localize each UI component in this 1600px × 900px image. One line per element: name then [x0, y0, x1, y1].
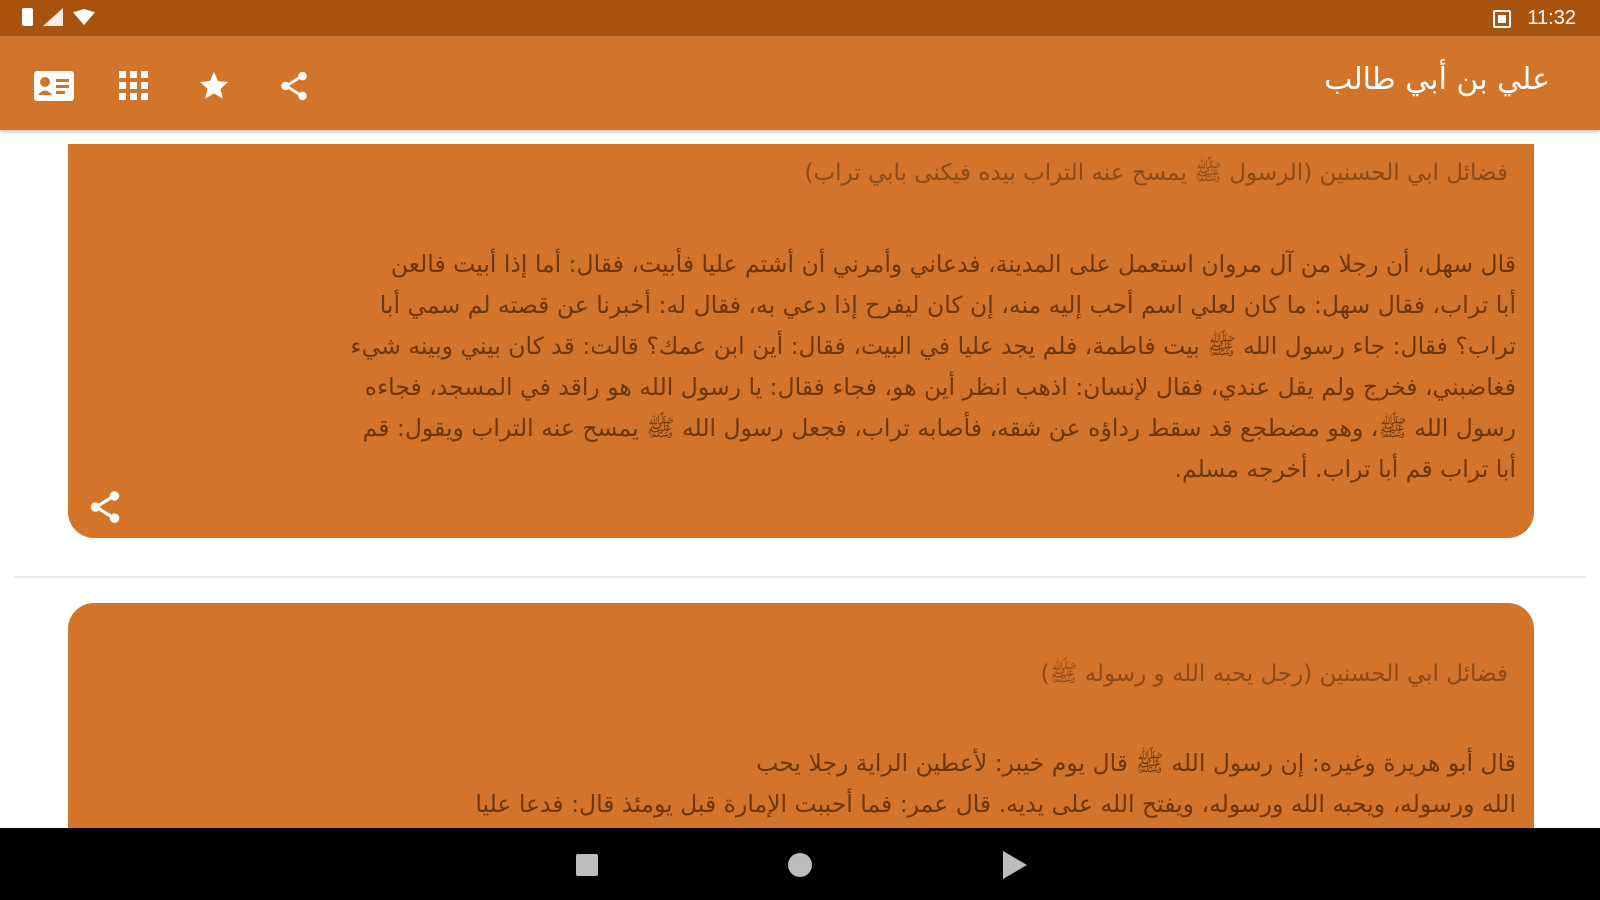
status-bar — [0, 0, 1600, 36]
square-icon — [576, 854, 598, 876]
notification-icon — [1493, 10, 1511, 28]
hadith-text — [86, 743, 1516, 825]
contact-card-button[interactable] — [32, 64, 76, 108]
hadith-line: تراب؟ فقال: جاء رسول الله ﷺ بيت فاطمة، فلم يجد عليا في البيت، فقال: أين ابن عمك؟ قالت: قد كان بيني وبينه شيء — [350, 332, 1516, 360]
star-icon — [197, 69, 231, 103]
page-title: علي بن أبي طالب — [1324, 62, 1550, 97]
hadith-card — [68, 603, 1534, 828]
share-icon — [86, 488, 124, 526]
share-icon — [277, 69, 311, 103]
navigation-bar — [0, 828, 1600, 900]
hadith-line: الله ورسوله، ويحبه الله ورسوله، ويفتح الله على يديه. قال عمر: فما أحببت الإمارة قبل يومئذ قال: فدعا عليا — [475, 790, 1516, 818]
grid-icon — [119, 71, 149, 101]
recents-button[interactable] — [998, 848, 1032, 882]
home-button[interactable] — [783, 848, 817, 882]
hadith-line: قال سهل، أن رجلا من آل مروان استعمل على المدينة، فدعاني وأمرني أن أشتم عليا فأبيت، فقال: أما إذا أبيت فالعن — [390, 250, 1516, 278]
circle-icon — [788, 853, 812, 877]
hadith-list[interactable] — [0, 130, 1600, 828]
wifi-icon — [73, 9, 95, 25]
card-share-button[interactable] — [86, 488, 124, 526]
grid-button[interactable] — [112, 64, 156, 108]
hadith-title: فضائل ابي الحسنين (الرسول ﷺ يمسح عنه التراب بيده فيكنى بابي تراب) — [804, 160, 1508, 186]
status-icons-right — [1493, 7, 1576, 30]
contact-card-icon — [33, 70, 75, 102]
hadith-line: فغاضبني، فخرج ولم يقل عندي، فقال لإنسان: اذهب انظر أين هو، فجاء فقال: يا رسول الله هو راقد في المسجد، فجاءه — [364, 373, 1516, 401]
share-button[interactable] — [272, 64, 316, 108]
hadith-line: أبا تراب قم أبا تراب. أخرجه مسلم. — [1174, 455, 1516, 483]
app-bar — [0, 36, 1600, 130]
status-icons-left — [22, 8, 95, 26]
hadith-card — [68, 144, 1534, 538]
signal-icon — [43, 8, 63, 26]
favorite-button[interactable] — [192, 64, 236, 108]
hadith-line: قال أبو هريرة وغيره: إن رسول الله ﷺ قال يوم خيبر: لأعطين الراية رجلا يحب — [756, 749, 1516, 777]
play-triangle-icon — [1003, 851, 1027, 879]
divider — [14, 576, 1586, 578]
status-time: 11:32 — [1527, 7, 1576, 29]
back-button[interactable] — [570, 848, 604, 882]
hadith-title: فضائل ابي الحسنين (رجل يحبه الله و رسوله ﷺ) — [1040, 661, 1508, 687]
hadith-text — [86, 244, 1516, 490]
hadith-line: أبا تراب، فقال سهل: ما كان لعلي اسم أحب إليه منه، إن كان ليفرح إذا دعي به، فقال له: أخبرنا عن قصته لم سمي أبا — [379, 291, 1516, 319]
battery-icon — [22, 8, 33, 26]
hadith-line: رسول الله ﷺ، وهو مضطجع قد سقط رداؤه عن شقه، فأصابه تراب، فجعل رسول الله ﷺ يمسح عنه التراب ويقول: قم — [362, 414, 1516, 442]
